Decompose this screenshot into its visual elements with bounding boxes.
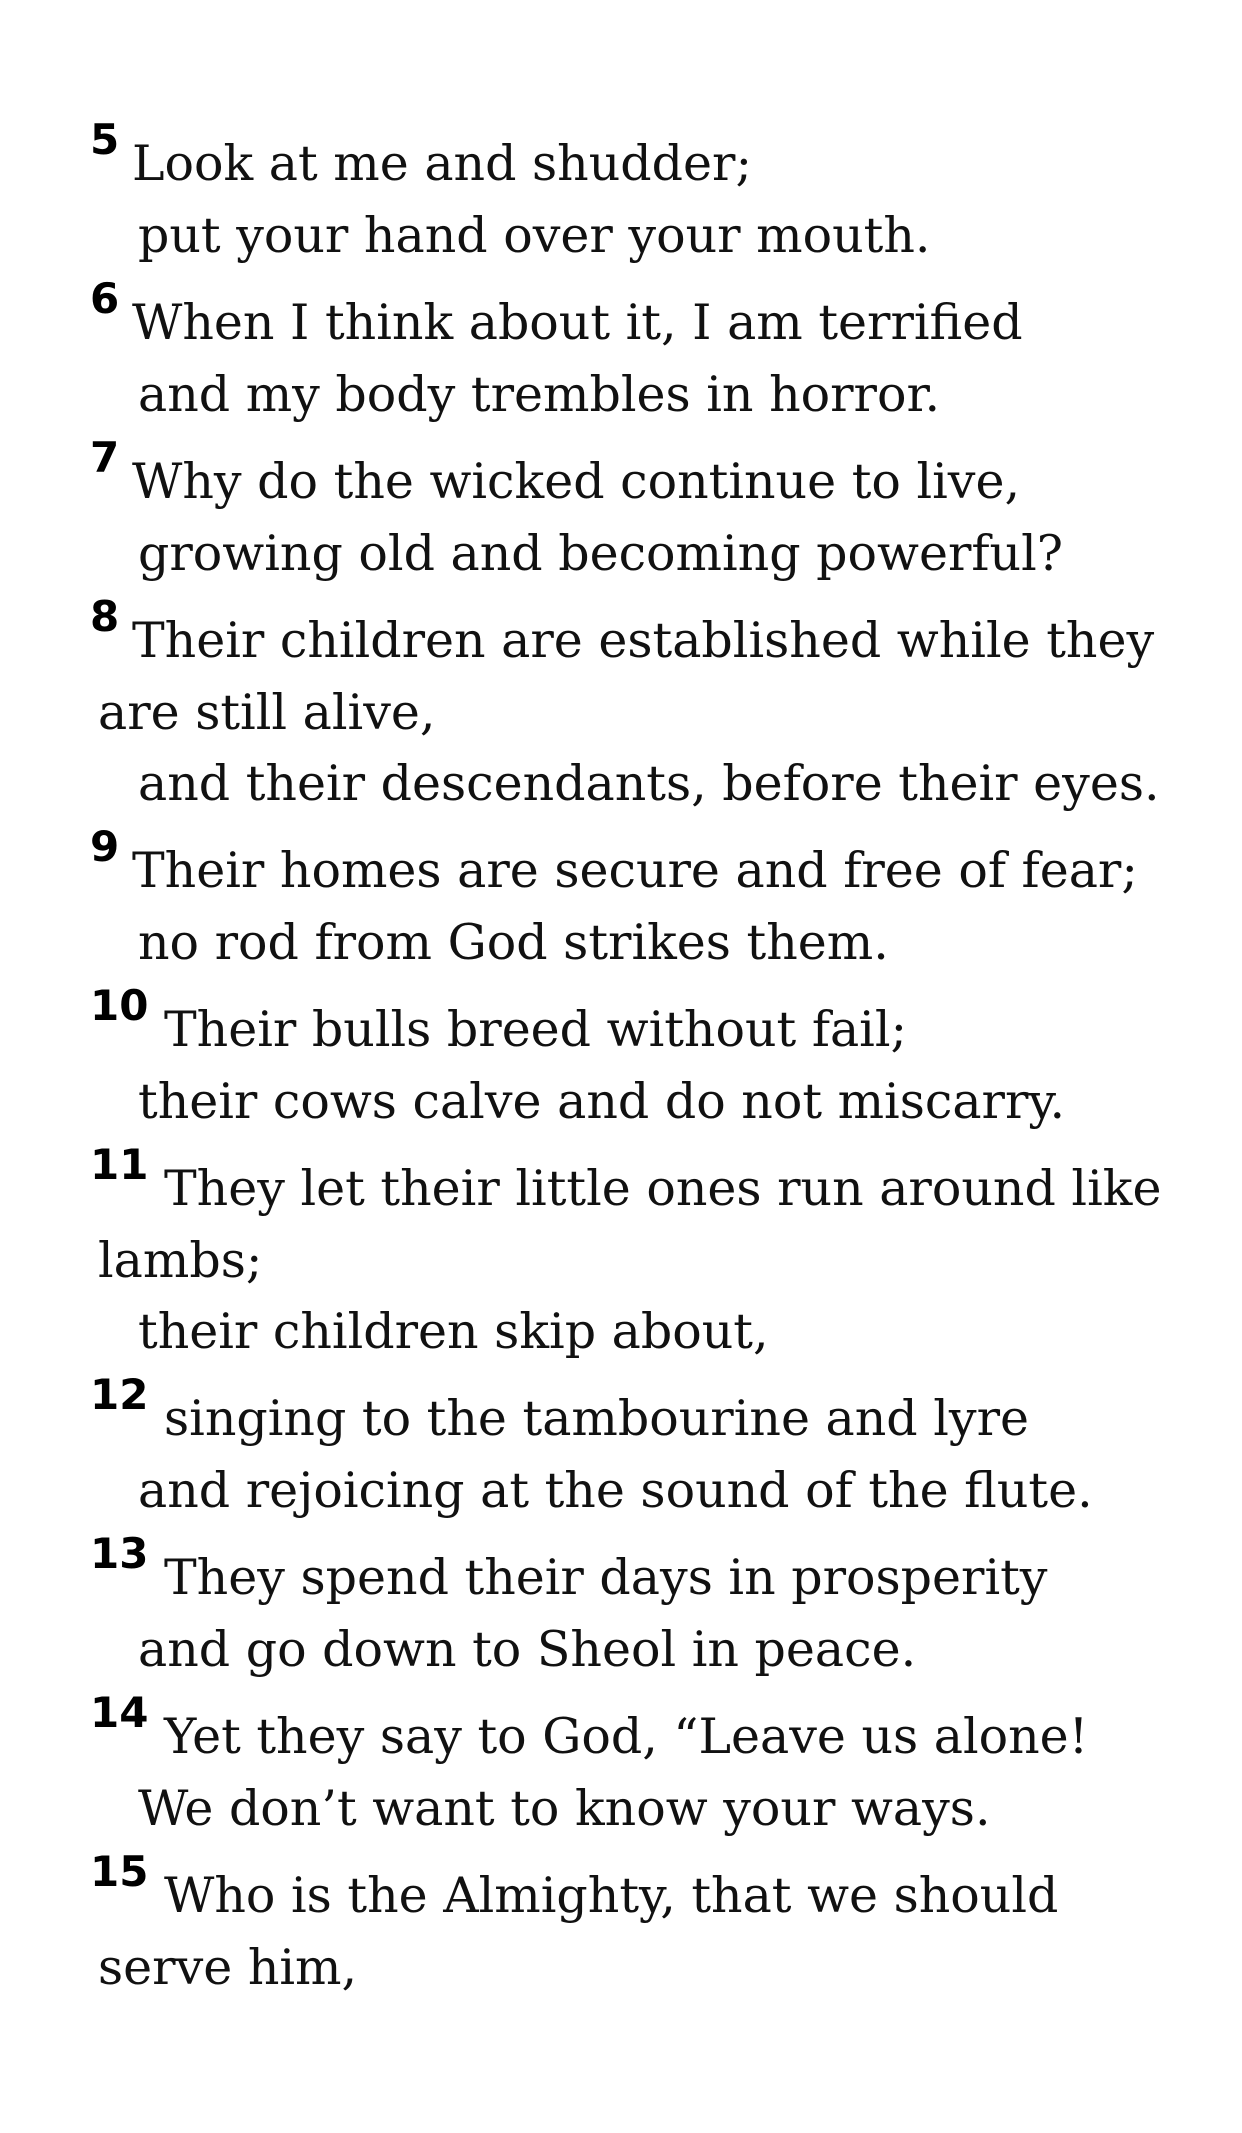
verse-line — [0, 819, 1242, 907]
verse-line — [0, 271, 1242, 359]
verse-text-wrapped: lambs; — [98, 1232, 263, 1289]
verse-line — [0, 1526, 1242, 1614]
verse-7 — [0, 430, 1242, 589]
verse-line — [0, 1773, 1242, 1844]
verse-15 — [0, 1844, 1242, 2003]
verse-line — [0, 1225, 1242, 1296]
verse-line — [0, 677, 1242, 748]
verse-8 — [0, 589, 1242, 819]
verse-line — [0, 978, 1242, 1066]
verse-14 — [0, 1685, 1242, 1844]
verse-text: Why do the wicked continue to live, — [132, 453, 1021, 510]
verse-number: 9 — [90, 822, 120, 871]
verse-number: 12 — [90, 1370, 149, 1419]
verse-number: 11 — [90, 1140, 149, 1189]
verse-text: They spend their days in prosperity — [164, 1549, 1048, 1606]
verse-line — [0, 907, 1242, 978]
verse-line — [0, 1367, 1242, 1455]
verse-text: Their children are established while they — [132, 612, 1155, 669]
verse-line — [0, 1932, 1242, 2003]
verse-text: Who is the Almighty, that we should — [164, 1867, 1059, 1924]
verse-line — [0, 748, 1242, 819]
verse-text-indented: growing old and becoming powerful? — [138, 525, 1064, 582]
verse-text: Their homes are secure and free of fear; — [132, 842, 1138, 899]
verse-text: They let their little ones run around like — [164, 1160, 1162, 1217]
verse-line — [0, 518, 1242, 589]
verse-text: Their bulls breed without fail; — [164, 1001, 908, 1058]
verse-line — [0, 1844, 1242, 1932]
verse-text-wrapped: serve him, — [98, 1939, 358, 1996]
verse-text-indented: and their descendants, before their eyes. — [138, 755, 1160, 812]
verse-9 — [0, 819, 1242, 978]
verse-text-indented: and go down to Sheol in peace. — [138, 1621, 917, 1678]
verse-number: 14 — [90, 1688, 149, 1737]
verse-line — [0, 200, 1242, 271]
verse-number: 6 — [90, 274, 120, 323]
verse-line — [0, 1614, 1242, 1685]
verse-text: When I think about it, I am terrified — [132, 294, 1023, 351]
verse-line — [0, 359, 1242, 430]
verse-number: 10 — [90, 981, 149, 1030]
verse-text-indented: and my body trembles in horror. — [138, 366, 941, 423]
verse-13 — [0, 1526, 1242, 1685]
verse-10 — [0, 978, 1242, 1137]
verse-6 — [0, 271, 1242, 430]
verse-line — [0, 430, 1242, 518]
verse-number: 8 — [90, 592, 120, 641]
verse-line — [0, 589, 1242, 677]
verse-line — [0, 1296, 1242, 1367]
verse-line — [0, 112, 1242, 200]
verse-text: singing to the tambourine and lyre — [164, 1390, 1030, 1447]
verse-text-wrapped: are still alive, — [98, 684, 436, 741]
verse-text-indented: their children skip about, — [138, 1303, 769, 1360]
verse-line — [0, 1137, 1242, 1225]
verse-text: Yet they say to God, “Leave us alone! — [164, 1708, 1089, 1765]
verse-text: Look at me and shudder; — [132, 135, 752, 192]
verse-line — [0, 1066, 1242, 1137]
scripture-text — [0, 112, 1242, 2003]
verse-text-indented: their cows calve and do not miscarry. — [138, 1073, 1066, 1130]
verse-text-indented: We don’t want to know your ways. — [138, 1780, 991, 1837]
verse-line — [0, 1455, 1242, 1526]
verse-number: 7 — [90, 433, 120, 482]
verse-text-indented: put your hand over your mouth. — [138, 207, 931, 264]
verse-line — [0, 1685, 1242, 1773]
verse-number: 15 — [90, 1847, 149, 1896]
verse-number: 5 — [90, 115, 120, 164]
verse-12 — [0, 1367, 1242, 1526]
verse-text-indented: no rod from God strikes them. — [138, 914, 889, 971]
verse-text-indented: and rejoicing at the sound of the flute. — [138, 1462, 1093, 1519]
verse-11 — [0, 1137, 1242, 1367]
verse-number: 13 — [90, 1529, 149, 1578]
verse-5 — [0, 112, 1242, 271]
